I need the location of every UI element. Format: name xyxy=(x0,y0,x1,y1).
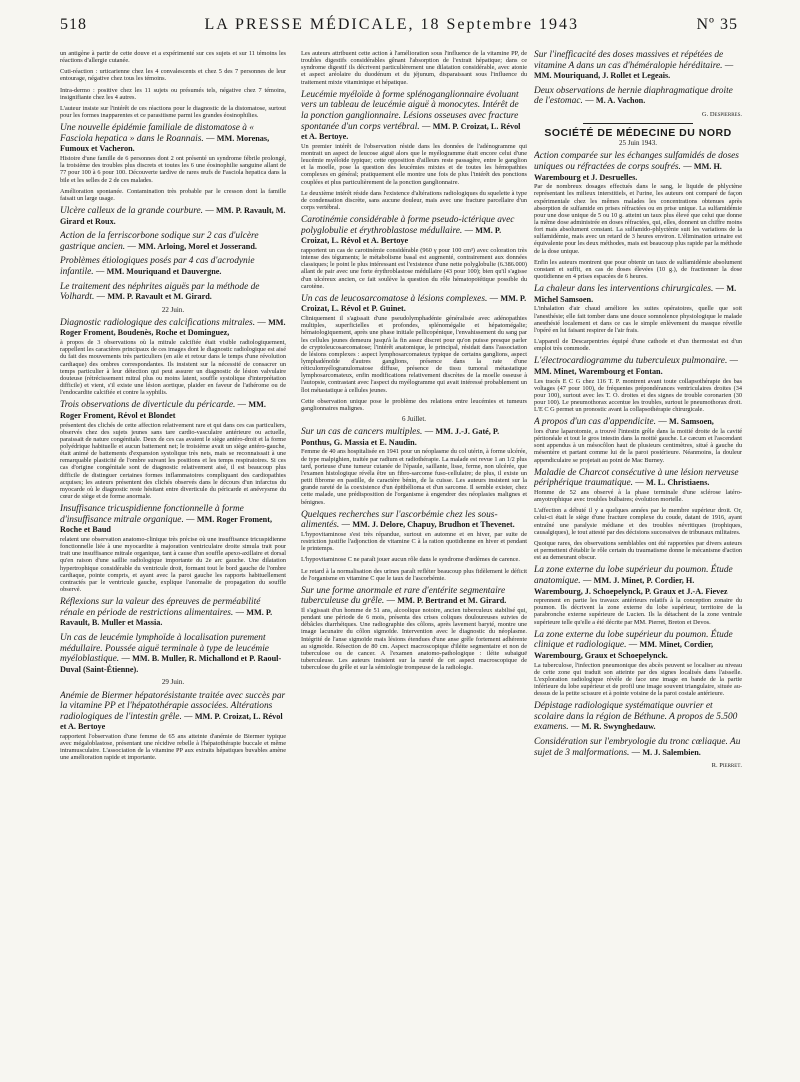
paragraph: Intra-dermo : positive chez les 11 sujets ou présumés tels, négative chez 7 témoins, insignifiante chez les 4 autres. xyxy=(60,86,286,101)
abstract-title: La chaleur dans les interventions chirurgicales. — M. Michel Samsoen. xyxy=(534,284,737,304)
abstract-title: Diagnostic radiologique des calcifications mitrales. — MM. Roger Froment, Boudenès, Roche et Dominguez, xyxy=(60,317,286,338)
abstract-authors: MM. P. Croizat, L. Révol et P. Guinet. xyxy=(301,293,527,314)
abstract-title: Sur l'inefficacité des doses massives et répétées de vitamine A dans un cas d'héméralopie héréditaire. — MM. Mouriquand, J. Rollet et Legeais. xyxy=(534,50,734,81)
abstract-authors: MM. Arloing, Morel et Josserand. xyxy=(138,241,257,251)
abstract-body: L'inhalation d'air chaud améliore les suites opératoires, quelle que soit l'anesthésie; elle fait tomber dans une douce somnolence physiologique le malade anesthésié localement et dans ce cas le simple enlèvement du masque réveille l'opéré en lui faisant respirer de l'air frais. xyxy=(534,305,742,334)
abstract-entry xyxy=(60,633,286,675)
abstract-entry xyxy=(60,256,286,277)
abstract-authors: MM. Morenas, Fumoux et Vacheron. xyxy=(60,133,270,154)
paragraph: L'hypovitaminose C ne paraît jouer aucun rôle dans le syndrome d'œdèmes de carence. xyxy=(301,556,520,564)
abstract-authors: MM. Minet, Warembourg et Fontan. xyxy=(534,366,663,376)
abstract-title-text: Carotinémie considérable à forme pseudo-ictérique avec polyglobulie et érythroblastose médullaire. xyxy=(301,215,515,236)
abstract-body: L'hypovitaminose s'est très répandue, surtout en automne et en hiver, par suite de restriction justifie l'adjonction de vitamine C à la ration quotidienne en hiver et pendant le printemps. xyxy=(301,530,527,553)
abstract-title-text: Quelques recherches sur l'ascorbémie chez les sous-alimentés. xyxy=(301,509,498,531)
abstract-authors: M. Michel Samsoen. xyxy=(534,284,737,304)
signature: R. Pierret. xyxy=(711,762,742,770)
abstract-title-text: Deux observations de hernie diaphragmatique droite de l'estomac. xyxy=(534,85,733,107)
abstract-title: Maladie de Charcot consécutive à une lésion nerveuse périphérique traumatique. — M. L. Christiaens. xyxy=(534,467,739,489)
abstract-authors: MM. P. Bertrand et M. Girard. xyxy=(397,596,507,606)
abstract-body: Histoire d'une famille de 6 personnes dont 2 ont présenté un syndrome fébrile prolongé, la troisième des troubles plus discrets et toutes les 6 une éosinophilie sanguine allant de 77 pour 100 à 6 pour 100. Découverte tardive de rares œufs de Fasciola hepatica dans la bile et les selles de 2 de ces malades. xyxy=(60,155,286,184)
abstract-title: Insuffisance tricuspidienne fonctionnelle à forme d'insuffisance mitrale organique. — MM. Roger Froment, Roche et Baud xyxy=(60,504,273,535)
abstract-authors: MM. H. Warembourg et J. Desruelles. xyxy=(534,162,722,182)
abstract-title: Sur une forme anormale et rare d'entérite segmentaire tuberculeuse du grêle. — MM. P. Bertrand et M. Girard. xyxy=(301,585,507,607)
abstract-entry xyxy=(60,504,286,593)
abstract-title-text: L'électrocardiogramme du tuberculeux pulmonaire. xyxy=(534,356,728,367)
abstract-body: Femme de 40 ans hospitalisée en 1941 pour un néoplasme du col utérin, à forme ulcérée, de type malpighien, traitée par radium et radiothérapie. La malade est revue 1 an 1/2 plus tard, porteuse d'une tumeur cutanée de l'épaule, saillante, lisse, ferme, non ulcérée, que l'examen histologique révéla être un fibro-sarcome fuso-cellulaire; de plus, il existe un petit fibrome en pastille, de caractère bénin, de la cuisse. Les auteurs insistent sur la grande rareté de la coexistence d'un épithélioma et d'un sarcome. Il semble exister, chez cette malade, une prédisposition de l'organisme à engendrer des néoplasies malignes et bénignes. xyxy=(301,448,527,506)
abstract-entry xyxy=(60,597,286,629)
abstract-title-text: Considération sur l'embryologie du tronc cœliaque. Au sujet de 3 malformations. xyxy=(534,737,741,758)
abstract-entry xyxy=(534,356,742,413)
abstract-title-text: Un cas de leucémie lymphoïde à localisation purement médullaire. Poussée aiguë terminale à type de leucémie myéloblastique. xyxy=(60,633,269,665)
divider-rule xyxy=(583,123,693,124)
abstract-entry xyxy=(534,630,742,698)
abstract-authors: MM. Minet, Cordier, Warembourg, Graux et Schoepelynck. xyxy=(534,640,714,660)
abstract-entry xyxy=(60,206,286,227)
abstract-entry xyxy=(60,231,286,252)
abstract-authors: MM. P. Croizat, L. Révol et A. Bertoye xyxy=(60,711,283,732)
abstract-body: présentent des clichés de cette affection relativement rare et qui dans ces cas particuliers, observés chez des sujets jeunes sans tare cardio-vasculaire antérieure ou actuelle, paraissait de nature congénitale. Deux de ces cas avaient le siège antéro-droit et la forme polyédrique habituelle et aucun battement net; le troisième avait un siège antéro-gauche, était animé de battements d'expansion systolique très nets, mais se reconnaissait à une remarquable plasticité de l'ombre suivant les positions et les temps respiratoires. Si ces cas d'origine congénitale sont de diagnostic relativement aisé, il est beaucoup plus difficile de distinguer certaines formes inflammatoires compliquant des cardiopathies acquises; les auteurs présentent des clichés observés dans le décours d'un infarctus du myocarde où le diagnostic reste hésitant entre diverticule du péricarde et anévrysme du cœur de siège et de forme anormale. xyxy=(60,421,286,501)
abstract-body: Par de nombreux dosages effectués dans le sang, le liquide de phlyctène représentant les milieux interstitiels, et l'urine, les auteurs ont comparé de façon expérimentale chez les mêmes malades les concentrations obtenues après absorption de sulfamide en prises réfractées ou en prise unique. La sulfamidémie pour une dose unique de 5 ou 10 g. atteint un taux plus élevé que celui que donne la même dose administrée en doses réfractées, qui, elles, donnent un chiffre moins fort mais absolument constant. La sulfamido-phlyctènie suit les variations de la sulfamidémie, mais avec un retard de 3 heures environ. L'élimination urinaire est équivalente pour les deux méthodes, mais est beaucoup plus rapide par la méthode de la dose unique. xyxy=(534,183,742,255)
abstract-title-text: Sur l'inefficacité des doses massives et répétées de vitamine A dans un cas d'héméralopie héréditaire. xyxy=(534,50,724,71)
abstract-title: Un cas de leucosarcomatose à lésions complexes. — MM. P. Croizat, L. Révol et P. Guinet. xyxy=(301,293,527,314)
abstract-entry xyxy=(534,151,742,254)
abstract-body: relatent une observation anatomo-clinique très précise où une insuffisance tricuspidienne fonctionnelle liée à une myocardite à majoration ventriculaire droite simula trait pour trait une insuffisance mitrale organique, tant à cause d'un souffle apexo-axillaire et dorsal qu'en raison d'une saillie radiologique importante du 2e arc gauche. Une dilatation hypertrophique considérable du ventricule droit, formant tout le bord gauche de l'ombre cardiaque, pointe compris, et ayant avec la paroi gauche les rapports habituellement contractés par le ventricule gauche, explique l'anomalie de propagation du souffle observé. xyxy=(60,536,286,594)
abstract-body: Cliniquement il s'agissait d'une pseudolymphadénie généralisée avec adénopathies multiples, superficielles et profondes, splénomégalie et hépatomégalie; hématologiquement, après une phase initiale pellicopénique, l'envahissement du sang par les cellules jeunes demeura jusqu'à la fin assez discret pour qu'on puisse presque parler de cryptoleucosarcomatose; l'intérêt anatomique, le principal, résidait dans l'association de lésions complexes : aspect lymphosarcomateux typique de certains ganglions, aspect lymphadénoïde d'autres ganglions, présence dans la rate d'une réticulomyélogranulomatose diffuse, présence de tissu tumoral métastatique lymphosarcomateux, enfin modifications relativement discrètes de la moelle osseuse à l'autopsie, contrastant avec l'aspect du myélogramme qui avait intéressé probablement un îlot métastatique à cellules jeunes. xyxy=(301,315,527,394)
abstract-title: Une nouvelle épidémie familiale de distomatose à « Fasciola hepatica » dans le Roannais. — MM. Morenas, Fumoux et Vacheron. xyxy=(60,123,270,154)
abstract-authors: MM. Roger Froment, Boudenès, Roche et Dominguez, xyxy=(60,317,286,338)
abstract-title-text: Action de la ferriscorbone sodique sur 2 cas d'ulcère gastrique ancien. xyxy=(60,231,259,252)
abstract-title: Sur un cas de cancers multiples. — MM. J.-J. Gaté, P. Ponthus, G. Massia et E. Naudin. xyxy=(301,427,500,447)
abstract-title-text: Une nouvelle épidémie familiale de distomatose à « Fasciola hepatica » dans le Roannais. xyxy=(60,123,254,144)
abstract-entry xyxy=(60,400,286,500)
abstract-title: Le traitement des néphrites aiguës par la méthode de Volhardt. — MM. P. Ravault et M. Girard. xyxy=(60,281,260,303)
abstract-body: rapportent l'observation d'une femme de 65 ans atteinte d'anémie de Biermer typique avec mégaloblastose, présentant une récidive rebelle à l'hépatothérapie buccale et même intramusculaire. L'association de la vitamine PP aux extraits hépatiques buvables amène une amélioration rapide et importante. xyxy=(60,732,286,762)
abstract-body: reprennent en partie les travaux antérieurs relatifs à la conception zonaire du poumon. Ils décrivent la zone externe du lobe supérieur, territoire de la parabronche externe supérieure de Lucien. Ils la détachent de la zone ventrale supérieure telle qu'elle a été décrite par MM. Pierret, Breton et Devos. xyxy=(534,597,742,626)
paragraph: Quoique rares, des observations semblables ont été rapportées par divers auteurs et permettent d'établir le rôle certain du traumatisme donne le mécanisme d'action est au demeurant obscur. xyxy=(534,539,742,562)
abstract-title: Problèmes étiologiques posés par 4 cas d'acrodynie infantile. — MM. Mouriquand et Dauvergne. xyxy=(60,256,255,277)
abstract-title-text: Le traitement des néphrites aiguës par la méthode de Volhardt. xyxy=(60,281,260,303)
abstract-title: Quelques recherches sur l'ascorbémie chez les sous-alimentés. — MM. J. Delore, Chapuy, Brudhon et Thevenet. xyxy=(301,509,515,531)
abstract-title: Leucémie myéloïde à forme splénoganglionnaire évoluant vers un tableau de leucémie aiguë à monocytes. Intérêt de la ponction ganglionnaire. Lésions osseuses avec fracture spontanée d'un corps vertébral. — MM. P. Croizat, L. Révol et A. Bertoye. xyxy=(301,89,521,142)
abstract-authors: MM. B. Muller, R. Michallond et P. Raoul-Duval (Saint-Étienne). xyxy=(60,654,282,674)
abstract-body: Homme de 52 ans observé à la phase terminale d'une sclérose latéro-amyotrophique avec troubles bulbaires; évolution mortelle. xyxy=(534,488,742,504)
column-left xyxy=(60,50,286,1075)
paragraph: un antigène à partir de cette douve et a expérimenté sur ces sujets et sur 11 témoins les réactions d'allergie cutanée. xyxy=(60,50,286,65)
abstract-title: Dépistage radiologique systématique ouvrier et scolaire dans la région de Béthune. A propos de 5.500 examens. — M. R. Swynghedauw. xyxy=(534,701,738,733)
abstract-title-text: Anémie de Biermer hépatorésistante traitée avec succès par la vitamine PP et l'hépatothérapie associées. Altérations radiologiques de l'intestin grêle. xyxy=(60,690,286,722)
abstract-entry xyxy=(534,468,742,504)
paragraph: L'appareil de Descarpentries équipé d'une cathode et d'un thermostat est d'un emploi très commode. xyxy=(534,338,742,353)
abstract-body: Les tracés E C G chez 116 T. P. montrent avant toute collapsothérapie des bas voltages (47 pour 100), de fréquentes prépondérances ventriculaires droites (34 pour 100), surtout avec les T. O. droites et des signes de trouble coronarien (30 pour 100). Le pneumothorax accentue les troubles, surtout le pneumothorax droit. L'E C G permet un pronostic avant la collapsothérapie chirurgicale. xyxy=(534,377,742,414)
paragraph: Enfin les auteurs montrent que pour obtenir un taux de sulfamidémie absolument constant et suffit, en cas de doses élevées (10 g.), de fractionner la dose quotidienne en 4 prises espacées de 6 heures. xyxy=(534,258,742,281)
abstract-title-text: Diagnostic radiologique des calcifications mitrales. xyxy=(60,317,256,328)
abstract-title-text: La chaleur dans les interventions chirurgicales. xyxy=(534,284,714,295)
signature: G. Despierres. xyxy=(701,110,742,118)
abstract-body: Il s'agissait d'un homme de 51 ans, alcoolique notoire, ancien tuberculeux stabilisé qui, pendant une période de 6 mois, présenta des crises coliques douloureuses suivies de débâcles diarrhéiques. Une radiographie des côlons, après lavement baryté, montre une image lacunaire du côlon sigmoïde. Intervention avec le diagnostic du néoplasme. Intégrité de l'anse sigmoïde mais lésions étendues d'une anse grêle fortement adhérente au sigmoïde. Résection de 80 cm. Aspect macroscopique d'iléite segmentaire et non de tuberculose ou de cancer. A l'examen anatomo-pathologique : iléite subaiguë tuberculeuse. Les auteurs insistent sur la rareté de cet aspect macroscopique de tuberculose du grêle et sur la sémiologie trompeuse de la radiologie. xyxy=(301,607,527,672)
abstract-title-text: Ulcère calleux de la grande courbure. xyxy=(60,205,204,216)
abstract-title-text: La zone externe du lobe supérieur du poumon. Étude clinique et radiologique. xyxy=(534,629,733,651)
abstract-authors: MM. Mouriquand et Dauvergne. xyxy=(106,266,222,276)
paragraph: Le retard à la normalisation des urines paraît refléter beaucoup plus fidèlement le déficit de l'organisme en vitamine C que le taux de l'ascorbémie. xyxy=(301,567,527,582)
abstract-body: La tuberculose, l'infection pneumonique des abcès peuvent se localiser au niveau de cette zone qui traduit son atteinte par des signes localisés dans l'aisselle. L'exploration radiologique révèle de face une image en bande de la partie inférieure du lobe supérieur et de profil une image souvent triangulaire, située au-dessus de la petite scissure et à pointe voisine de la paroi costale antérieure. xyxy=(534,661,742,698)
abstract-title-text: A propos d'un cas d'appendicite. xyxy=(534,417,656,428)
abstract-title-text: Leucémie myéloïde à forme splénoganglionnaire évoluant vers un tableau de leucémie aiguë à monocytes. Intérêt de la ponction ganglionnaire. Lésions osseuses avec fracture spontanée d'un corps vertébral. xyxy=(301,89,519,132)
abstract-entry xyxy=(301,586,527,672)
journal-title: LA PRESSE MÉDICALE, 18 Septembre 1943 xyxy=(204,16,579,33)
abstract-title: Réflexions sur la valeur des épreuves de perméabilité rénale en période de restrictions alimentaires. — MM. P. Ravault, B. Muller et Massia. xyxy=(60,597,273,628)
abstract-body: Un premier intérêt de l'observation réside dans les données de l'adénogramme qui montrait un aspect de leucose aiguë alors que le myélogramme était encore celui d'une leucémie myéloïde typique; cette opposition d'ailleurs reste passagère, entre le ganglion et la moelle, pose la question des leucémies mixtes et de toutes les hémopathies complexes en général; pratiquement elle montre une fois de plus l'intérêt des ponctions couplées et plus particulièrement de la ponction ganglionnaire. xyxy=(301,142,527,186)
abstract-title: La zone externe du lobe supérieur du poumon. Étude anatomique. — MM. J. Minet, P. Cordier, H. Warembourg, J. Schoepelynck, P. Graux et J.-A. Fievez xyxy=(534,565,733,596)
abstract-entry xyxy=(301,215,527,290)
abstract-body: rapportent un cas de carotinémie considérable (960 γ pour 100 cm³) avec coloration très intense des téguments; le métabolisme basal est augmenté, contrairement aux données classiques; le point le plus intéressant est l'existence d'une nette polyglobulie (6.386.000) allant de pair avec une forte érythroblastose médullaire (43 pour 100); bien qu'il s'agisse d'un ulcéreux ancien, ce fait soulève la question du rôle hématopoïétique possible du carotène. xyxy=(301,246,527,290)
paragraph: Les auteurs attribuent cette action à l'amélioration sous l'influence de la vitamine PP, de troubles digestifs considérables gênant l'absorption de l'extrait hépatique; dans ce syndrome digestif ils décrivent particulièrement une dilatation considérable, avec atonie et aspect aréolaire du duodénum et du jéjunum, disparaissant sous l'influence du traitement mixte vitaminique et hépatique. xyxy=(301,50,527,86)
abstract-entry xyxy=(534,737,742,758)
section-date: 6 Juillet. xyxy=(401,415,427,424)
abstract-authors: MM. Roger Froment, Roche et Baud xyxy=(60,514,273,535)
abstract-title: Carotinémie considérable à forme pseudo-ictérique avec polyglobulie et érythroblastose médullaire. — MM. P. Croizat, L. Révol et A. Bertoye xyxy=(301,215,515,246)
abstract-entry xyxy=(60,282,286,303)
abstract-title-text: Réflexions sur la valeur des épreuves de perméabilité rénale en période de restrictions alimentaires. xyxy=(60,597,261,618)
abstract-title: Un cas de leucémie lymphoïde à localisation purement médullaire. Poussée aiguë terminale à type de leucémie myéloblastique. — MM. B. Muller, R. Michallond et P. Raoul-Duval (Saint-Étienne). xyxy=(60,633,282,674)
abstract-title: Action comparée sur les échanges sulfamidés de doses uniques ou réfractées de corps soufrés. — MM. H. Warembourg et J. Desruelles. xyxy=(534,151,739,182)
abstract-title-text: Problèmes étiologiques posés par 4 cas d'acrodynie infantile. xyxy=(60,256,255,277)
paragraph: L'auteur insiste sur l'intérêt de ces réactions pour le diagnostic de la distomatose, surtout pour les formes inapparentes et ce parasitisme parmi les grandes éosinophilies. xyxy=(60,104,286,120)
abstract-entry xyxy=(301,294,527,394)
abstract-title: L'électrocardiogramme du tuberculeux pulmonaire. — MM. Minet, Warembourg et Fontan. xyxy=(534,356,738,376)
abstract-authors: MM. Mouriquand, J. Rollet et Legeais. xyxy=(534,71,671,81)
abstract-title: Action de la ferriscorbone sodique sur 2 cas d'ulcère gastrique ancien. — MM. Arloing, Morel et Josserand. xyxy=(60,231,259,252)
abstract-title-text: Trois observations de diverticule du péricarde. xyxy=(60,400,236,411)
paragraph: Le deuxième intérêt réside dans l'existence d'altérations radiologiques du squelette à type de condensation discrète, sans aucune douleur, mais avec une fracture parcellaire d'un corps vertébral. xyxy=(301,189,527,211)
paragraph: L'affection a débuté il y a quelques années par le membre supérieur droit. Or, celui-ci était le siège d'une fracture complexe du coude, datant de 1916, ayant entraîné une paralysie médiane et des troubles névritiques (trophiques, causalgiques), le tout attesté par des décisions successives de tribunaux militaires. xyxy=(534,507,742,536)
abstract-title: Deux observations de hernie diaphragmatique droite de l'estomac. — M. A. Vachon. xyxy=(534,85,733,107)
abstract-entry xyxy=(534,284,742,334)
abstract-authors: MM. P. Croizat, L. Révol et A. Bertoye. xyxy=(301,121,521,142)
page-number: 518 xyxy=(60,16,87,33)
abstract-body: à propos de 3 observations où la mitrale calcifiée était visible radiologiquement, rappellent les caractères principaux de ces images dont le diagnostic radiologique est aisé du fait des mouvements très particuliers (en aile et retour dans le temps d'une révolution cardiaque) des ombres correspondantes. Ils insistent sur la nécessité de consacrer un temps particulier à leur détection qui peut assurer un diagnostic de lésion valvulaire douteuse (rétrécissement mitral plus ou moins latent, souffle systolique d'interprétation difficile) et vient, s'il existe une lésion aortique, plaider en faveur de l'athérome ou de l'endocardite calcifiée et contre la syphilis. xyxy=(60,339,286,397)
abstract-authors: MM. Roger Froment, Révol et Blondet xyxy=(60,400,266,420)
abstract-authors: MM. J.-J. Gaté, P. Ponthus, G. Massia et E. Naudin. xyxy=(301,427,500,447)
paragraph: Cuti-réaction : urticarienne chez les 4 convalescents et chez 5 des 7 personnes de leur entourage, négative chez tous les témoins. xyxy=(60,68,286,83)
abstract-authors: MM. J. Delore, Chapuy, Brudhon et Thevenet. xyxy=(352,520,515,530)
abstract-title: A propos d'un cas d'appendicite. — M. Samsoen, xyxy=(534,417,714,428)
abstract-entry xyxy=(60,123,286,183)
abstract-authors: M. J. Salembien. xyxy=(642,747,701,757)
paragraph: Amélioration spontanée. Contamination très probable par le cresson dont la famille faisait un large usage. xyxy=(60,187,286,202)
abstract-title-text: Sur une forme anormale et rare d'entérite segmentaire tuberculeuse du grêle. xyxy=(301,585,506,607)
abstract-title-text: Insuffisance tricuspidienne fonctionnelle à forme d'insuffisance mitrale organique. xyxy=(60,504,244,525)
abstract-entry xyxy=(534,701,742,733)
abstract-title-text: Un cas de leucosarcomatose à lésions complexes. xyxy=(301,293,488,304)
abstract-entry xyxy=(60,691,286,762)
abstract-authors: M. L. Christiaens. xyxy=(645,478,710,488)
abstract-authors: MM. P. Ravault, M. Girard et Roux. xyxy=(60,205,286,226)
abstract-authors: MM. P. Ravault et M. Girard. xyxy=(107,292,212,302)
abstract-entry xyxy=(60,318,286,396)
page-header xyxy=(60,16,738,38)
abstract-body: lors d'une laparotomie, a trouvé l'intestin grêle dans la moitié droite de la cavité péritonéale et tout le gros intestin dans la moitié gauche. Le cæcum et l'ascendant sont appendus à un mésocôlon haut de plusieurs centimètres, situé à gauche du mésentère et partant comme lui de la paroi postérieure. Néanmoins, la douleur appendiculaire se projetait au point de Mac Burney. xyxy=(534,427,742,464)
column-middle xyxy=(301,50,527,1075)
abstract-entry xyxy=(301,510,527,553)
abstract-entry xyxy=(534,86,742,107)
abstract-title-text: Dépistage radiologique systématique ouvrier et scolaire dans la région de Béthune. A propos de 5.500 examens. xyxy=(534,701,738,733)
abstract-entry xyxy=(534,417,742,463)
abstract-authors: M. Samsoen, xyxy=(669,417,714,427)
abstract-title-text: Sur un cas de cancers multiples. xyxy=(301,427,423,438)
section-date: 29 Juin. xyxy=(161,678,185,687)
paragraph: Cette observation unique pose le problème des relations entre leucémies et tumeurs ganglionnaires malignes. xyxy=(301,397,527,412)
abstract-authors: M. A. Vachon. xyxy=(595,96,646,106)
abstract-title: Ulcère calleux de la grande courbure. — MM. P. Ravault, M. Girard et Roux. xyxy=(60,205,286,226)
abstract-entry xyxy=(301,90,527,186)
issue-number: Nº 35 xyxy=(696,16,738,33)
abstract-authors: MM. P. Ravault, B. Muller et Massia. xyxy=(60,607,273,628)
abstract-authors: M. R. Swynghedauw. xyxy=(581,722,656,732)
society-heading: SOCIÉTÉ DE MÉDECINE DU NORD xyxy=(544,127,732,140)
abstract-title: La zone externe du lobe supérieur du poumon. Étude clinique et radiologique. — MM. Minet, Cordier, Warembourg, Graux et Schoepelynck. xyxy=(534,629,733,660)
abstract-title: Trois observations de diverticule du péricarde. — MM. Roger Froment, Révol et Blondet xyxy=(60,400,266,420)
column-right xyxy=(534,50,742,1075)
abstract-entry xyxy=(534,565,742,625)
abstract-entry xyxy=(301,427,527,505)
abstract-title-text: La zone externe du lobe supérieur du poumon. Étude anatomique. xyxy=(534,565,733,586)
abstract-authors: MM. P. Croizat, L. Révol et A. Bertoye xyxy=(301,225,502,246)
abstract-title-text: Maladie de Charcot consécutive à une lésion nerveuse périphérique traumatique. xyxy=(534,467,739,489)
abstract-title-text: Action comparée sur les échanges sulfamidés de doses uniques ou réfractées de corps soufrés. xyxy=(534,151,739,173)
abstract-title: Considération sur l'embryologie du tronc cœliaque. Au sujet de 3 malformations. — M. J. Salembien. xyxy=(534,737,741,758)
abstract-authors: MM. J. Minet, P. Cordier, H. Warembourg, J. Schoepelynck, P. Graux et J.-A. Fievez xyxy=(534,575,728,596)
section-date: 25 Juin 1943. xyxy=(619,139,657,148)
section-date: 22 Juin. xyxy=(161,305,185,314)
abstract-title: Anémie de Biermer hépatorésistante traitée avec succès par la vitamine PP et l'hépatothérapie associées. Altérations radiologiques de l'intestin grêle. — MM. P. Croizat, L. Révol et A. Bertoye xyxy=(60,690,286,732)
abstract-entry xyxy=(534,50,742,82)
